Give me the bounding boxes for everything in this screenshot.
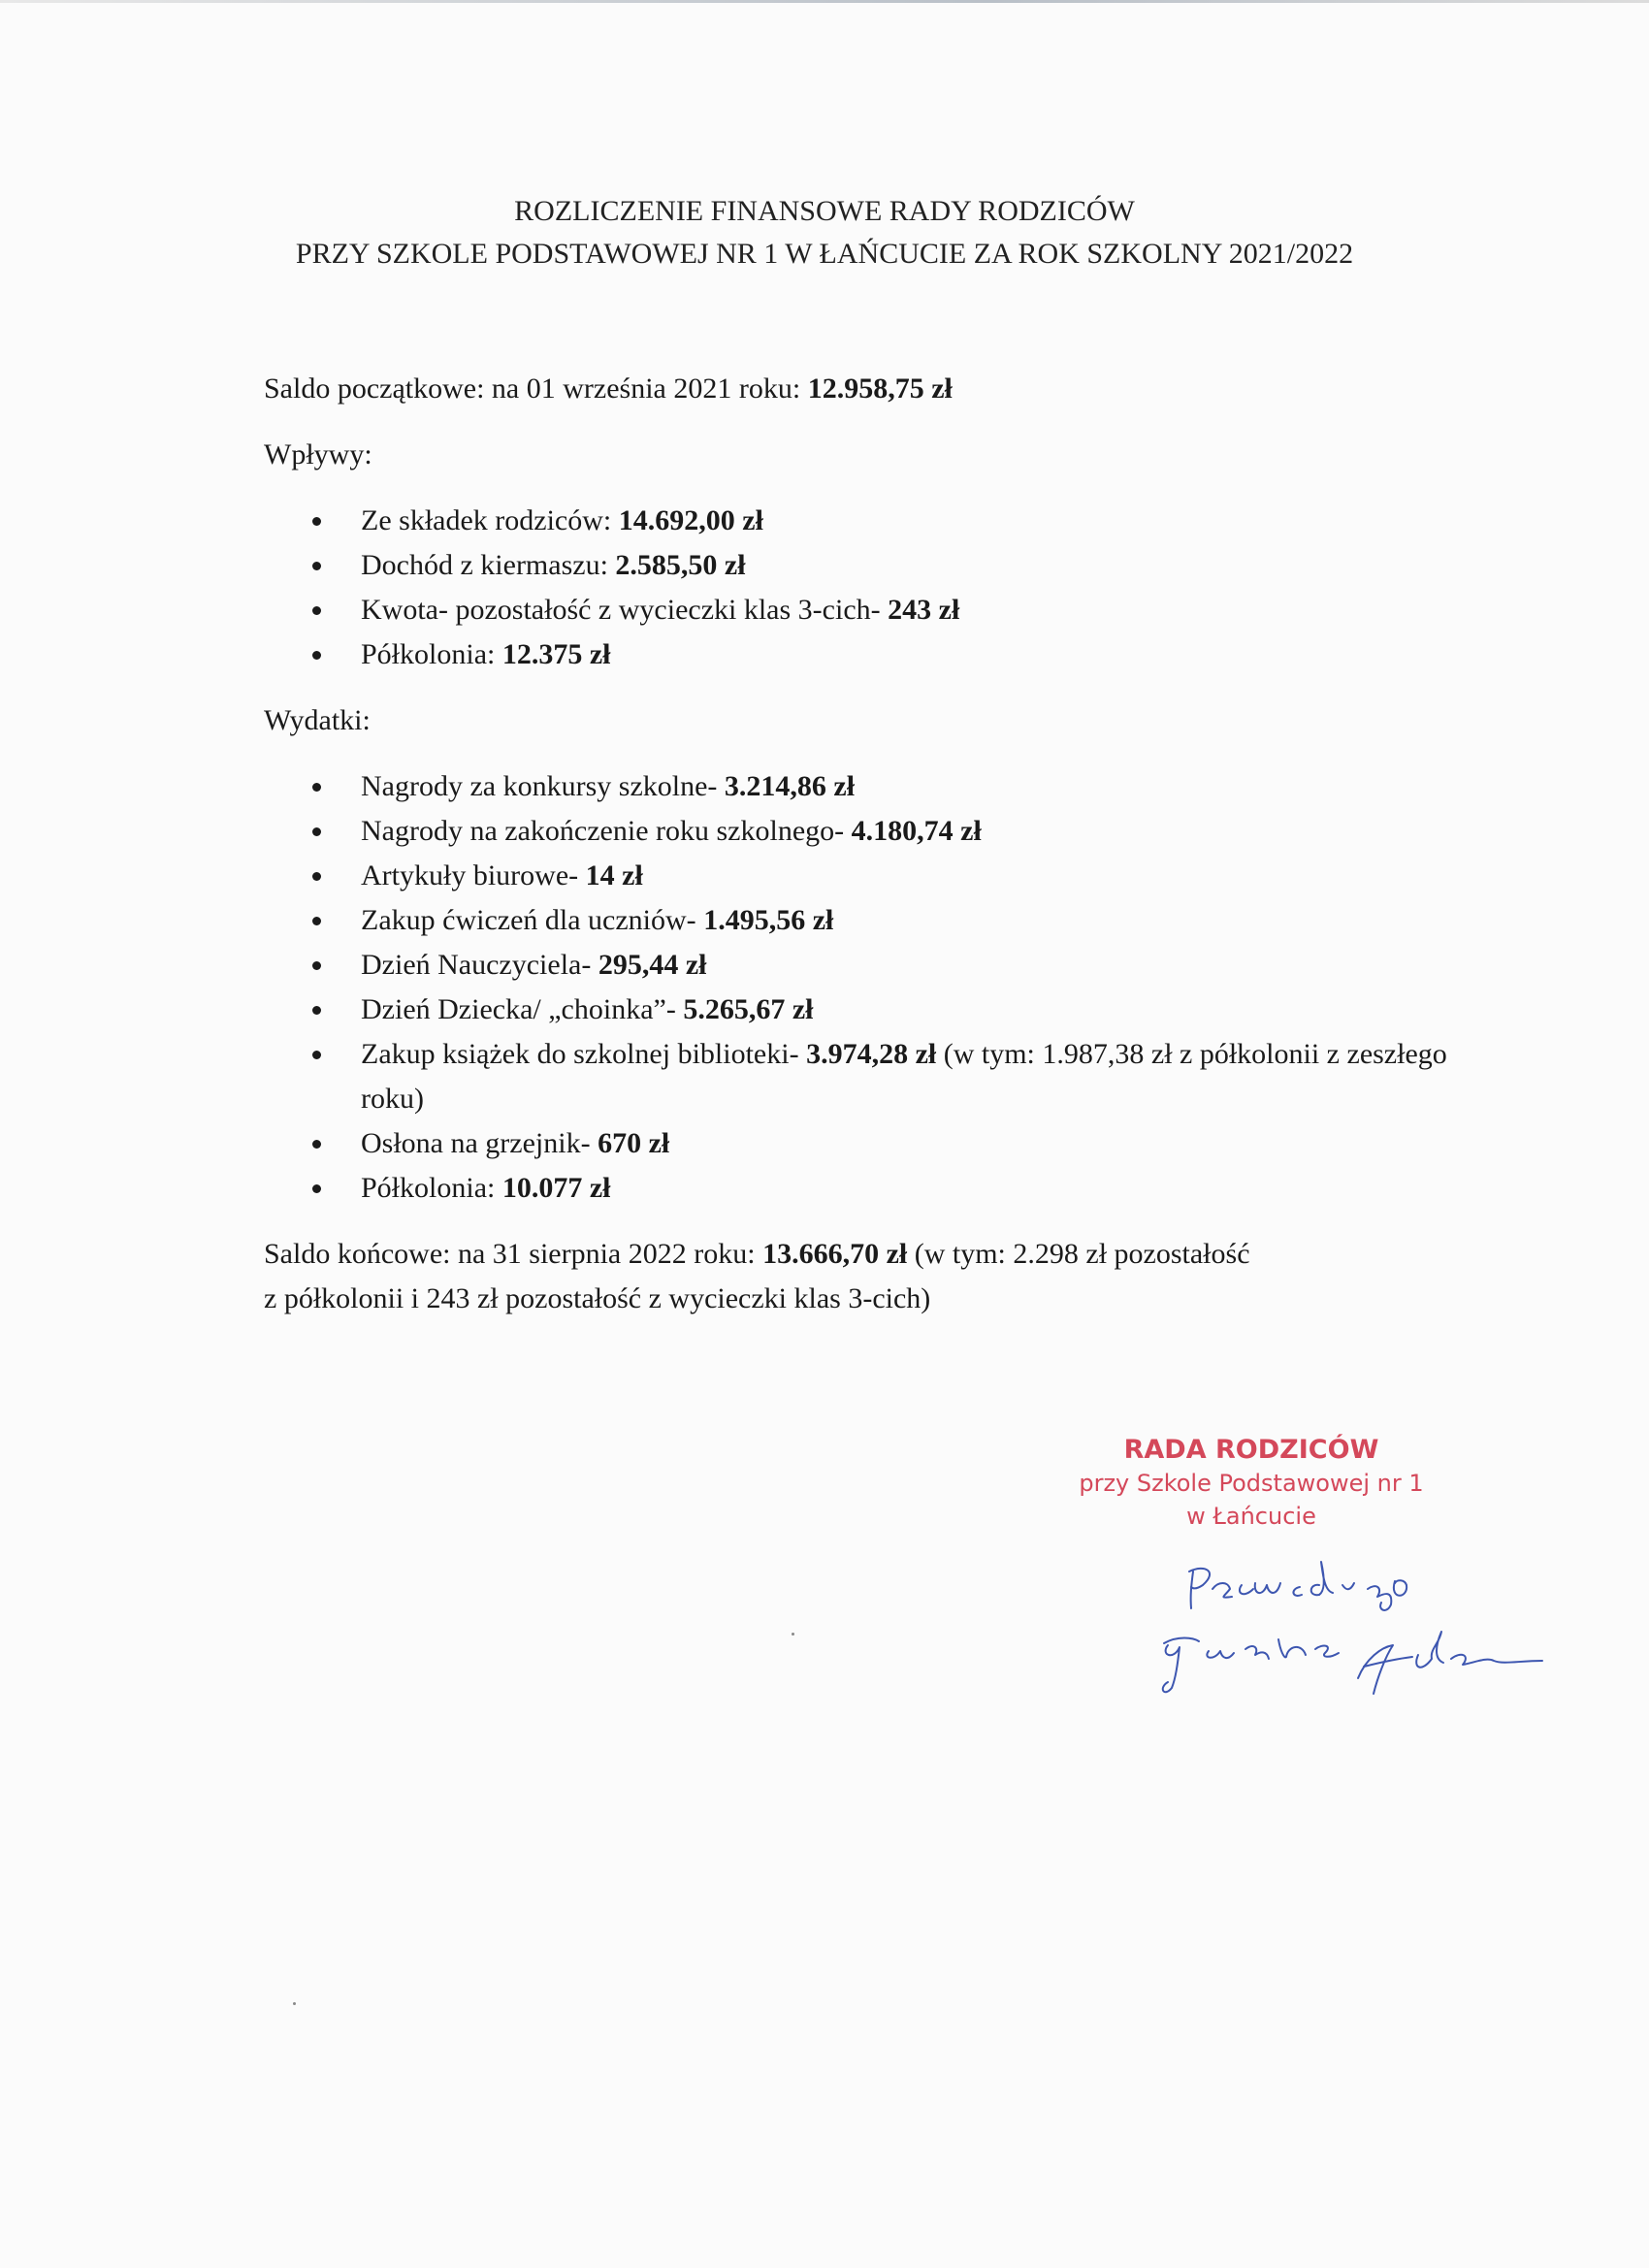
expenses-item-amount: 3.974,28 zł [806, 1038, 937, 1070]
expenses-item-label: Osłona na grzejnik- [361, 1127, 598, 1159]
expenses-item-note: (w tym: 1.987,38 zł z półkolonii z zeszłego roku) [361, 1038, 1447, 1115]
expenses-item [361, 854, 1476, 898]
document-title [0, 190, 1649, 275]
opening-balance-label: Saldo początkowe: na 01 września 2021 roku: [264, 373, 808, 405]
income-item [361, 543, 1476, 588]
income-item-amount: 243 zł [888, 594, 960, 626]
expenses-item-amount: 1.495,56 zł [703, 904, 834, 936]
expenses-item-label: Nagrody na zakończenie roku szkolnego- [361, 815, 852, 847]
expenses-item-label: Dzień Nauczyciela- [361, 949, 598, 981]
document-body [264, 367, 1476, 1343]
expenses-item-amount: 14 zł [585, 859, 643, 891]
expenses-item-label: Artykuły biurowe- [361, 859, 586, 891]
expenses-item-label: Dzień Dziecka/ „choinka”- [361, 993, 684, 1025]
expenses-item-amount: 5.265,67 zł [683, 993, 814, 1025]
closing-balance [264, 1232, 1476, 1321]
income-item [361, 632, 1476, 677]
expenses-item-label: Półkolonia: [361, 1172, 502, 1204]
handwritten-signature [1135, 1542, 1562, 1717]
stamp-line-1: RADA RODZICÓW [1123, 1435, 1379, 1465]
income-item-amount: 12.375 zł [501, 638, 611, 670]
parents-council-stamp [1048, 1434, 1455, 1533]
stamp-line-2: przy Szkole Podstawowej nr 1 [1079, 1470, 1424, 1497]
expenses-item-amount: 3.214,86 zł [724, 770, 856, 802]
closing-balance-note-cont: z półkolonii i 243 zł pozostałość z wycieczki klas 3-cich) [264, 1282, 931, 1314]
income-item-label: Dochód z kiermaszu: [361, 549, 616, 581]
expenses-item [361, 809, 1476, 854]
closing-balance-note: (w tym: 2.298 zł pozostałość [907, 1238, 1250, 1270]
stamp-line-3: w Łańcucie [1186, 1503, 1316, 1530]
expenses-heading: Wydatki: [264, 704, 371, 736]
expenses-item-amount: 670 zł [598, 1127, 670, 1159]
scan-speck [792, 1633, 794, 1636]
title-line-2: PRZY SZKOLE PODSTAWOWEJ NR 1 W ŁAŃCUCIE ZA ROK SZKOLNY 2021/2022 [295, 238, 1354, 270]
expenses-item-label: Zakup książek do szkolnej biblioteki- [361, 1038, 807, 1070]
scan-edge [0, 0, 1649, 3]
expenses-item-label: Zakup ćwiczeń dla uczniów- [361, 904, 704, 936]
expenses-item-amount: 295,44 zł [598, 949, 707, 981]
expenses-list [264, 764, 1476, 1211]
income-item-label: Półkolonia: [361, 638, 502, 670]
closing-balance-amount: 13.666,70 zł [762, 1238, 908, 1270]
opening-balance-amount: 12.958,75 zł [807, 373, 953, 405]
income-heading: Wpływy: [264, 438, 372, 470]
expenses-item [361, 764, 1476, 809]
title-line-1: ROZLICZENIE FINANSOWE RADY RODZICÓW [514, 195, 1135, 227]
expenses-item [361, 1121, 1476, 1166]
closing-balance-label: Saldo końcowe: na 31 sierpnia 2022 roku: [264, 1238, 763, 1270]
expenses-item [361, 1032, 1476, 1121]
income-list [264, 499, 1476, 677]
opening-balance [264, 367, 1476, 411]
income-item-label: Kwota- pozostałość z wycieczki klas 3-cich- [361, 594, 889, 626]
expenses-item-label: Nagrody za konkursy szkolne- [361, 770, 725, 802]
expenses-item [361, 943, 1476, 988]
expenses-item [361, 988, 1476, 1032]
income-item-label: Ze składek rodziców: [361, 504, 619, 536]
expenses-item-amount: 4.180,74 zł [851, 815, 982, 847]
expenses-item-amount: 10.077 zł [501, 1172, 611, 1204]
scan-speck [293, 2002, 296, 2005]
expenses-item [361, 898, 1476, 943]
income-item-amount: 2.585,50 zł [615, 549, 746, 581]
income-item-amount: 14.692,00 zł [618, 504, 763, 536]
income-item [361, 588, 1476, 632]
expenses-item [361, 1166, 1476, 1211]
income-item [361, 499, 1476, 543]
